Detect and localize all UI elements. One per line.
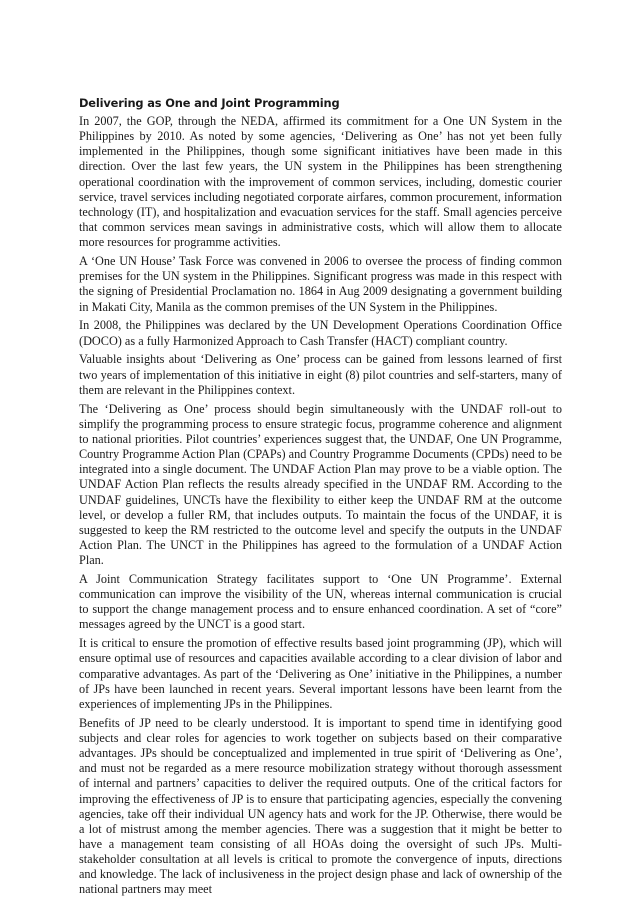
paragraph-one-un-commitment: In 2007, the GOP, through the NEDA, affirmed its commitment for a One UN System in the Philippines by 2010. As noted by some agencies, ‘Delivering as One’ has not yet been fully implemented in the Philippines, though some significant initiatives have been made in this direction. Over the last few years, the UN system in the Philippines has been strengthening operational coordination with the improvement of common services, including, domestic courier service, travel services including negotiated corporate airfares, common procurement, information technology (IT), and hospitalization and evacuation services for the staff. Small agencies perceive that common services mean savings in administrative costs, which will allow them to allocate more resources for programme activities. bbox=[79, 114, 562, 250]
section-heading: Delivering as One and Joint Programming bbox=[79, 96, 340, 110]
paragraph-joint-programming: It is critical to ensure the promotion of effective results based joint programming (JP), which will ensure optimal use of resources and capacities available according to a clear division of labor and comparative advantages. As part of the ‘Delivering as One’ initiative in the Philippines, a number of JPs have been launched in recent years. Several important lessons have been learnt from the experiences of implementing JPs in the Philippines. bbox=[79, 636, 562, 711]
paragraph-hact: In 2008, the Philippines was declared by the UN Development Operations Coordination Office (DOCO) as a fully Harmonized Approach to Cash Transfer (HACT) compliant country. bbox=[79, 318, 562, 348]
paragraph-insights: Valuable insights about ‘Delivering as One’ process can be gained from lessons learned of first two years of implementation of this initiative in eight (8) pilot countries and self-starters, many of them are relevant in the Philippines context. bbox=[79, 352, 562, 397]
paragraph-jp-benefits: Benefits of JP need to be clearly understood. It is important to spend time in identifying good subjects and clear roles for agencies to work together on subjects based on their comparative advantages. JPs should be conceptualized and implemented in true spirit of ‘Delivering as One’, and must not be regarded as a mere resource mobilization strategy without thorough assessment of internal and partners’ capacities to deliver the required outputs. One of the critical factors for improving the effectiveness of JP is to ensure that participating agencies, especially the convening agencies, take off their individual UN agency hats and work for the JP. Otherwise, there would be a lot of mistrust among the member agencies. There was a suggestion that it might be better to have a management team consisting of all HOAs doing the oversight of such JPs. Multi-stakeholder consultation at all levels is critical to promote the convergence of inputs, directions and knowledge. The lack of inclusiveness in the project design phase and lack of ownership of the national partners may meet bbox=[79, 715, 562, 897]
document-page bbox=[79, 96, 562, 901]
paragraph-one-un-house: A ‘One UN House’ Task Force was convened in 2006 to oversee the process of finding common premises for the UN system in the Philippines. Significant progress was made in this respect with the signing of Presidential Proclamation no. 1864 in Aug 2009 designating a government building in Makati City, Manila as the common premises of the UN System in the Philippines. bbox=[79, 254, 562, 314]
paragraph-undaf: The ‘Delivering as One’ process should begin simultaneously with the UNDAF roll-out to simplify the programming process to ensure strategic focus, programme coherence and alignment to national priorities. Pilot countries’ experiences suggest that, the UNDAF, One UN Programme, Country Programme Action Plan (CPAPs) and Country Programme Documents (CPDs) need to be integrated into a single document. The UNDAF Action Plan may prove to be a viable option. The UNDAF Action Plan reflects the results already specified in the UNDAF RM. According to the UNDAF guidelines, UNCTs have the flexibility to either keep the UNDAF RM at the outcome level, or develop a fuller RM, that includes outputs. To maintain the focus of the UNDAF, it is suggested to keep the RM restricted to the outcome level and specify the outputs in the UNDAF Action Plan. The UNCT in the Philippines has agreed to the formulation of a UNDAF Action Plan. bbox=[79, 401, 562, 568]
paragraph-communication: A Joint Communication Strategy facilitates support to ‘One UN Programme’. External communication can improve the visibility of the UN, whereas internal communication is crucial to support the change management process and to ensure enhanced coordination. A set of “core” messages agreed by the UNCT is a good start. bbox=[79, 571, 562, 632]
